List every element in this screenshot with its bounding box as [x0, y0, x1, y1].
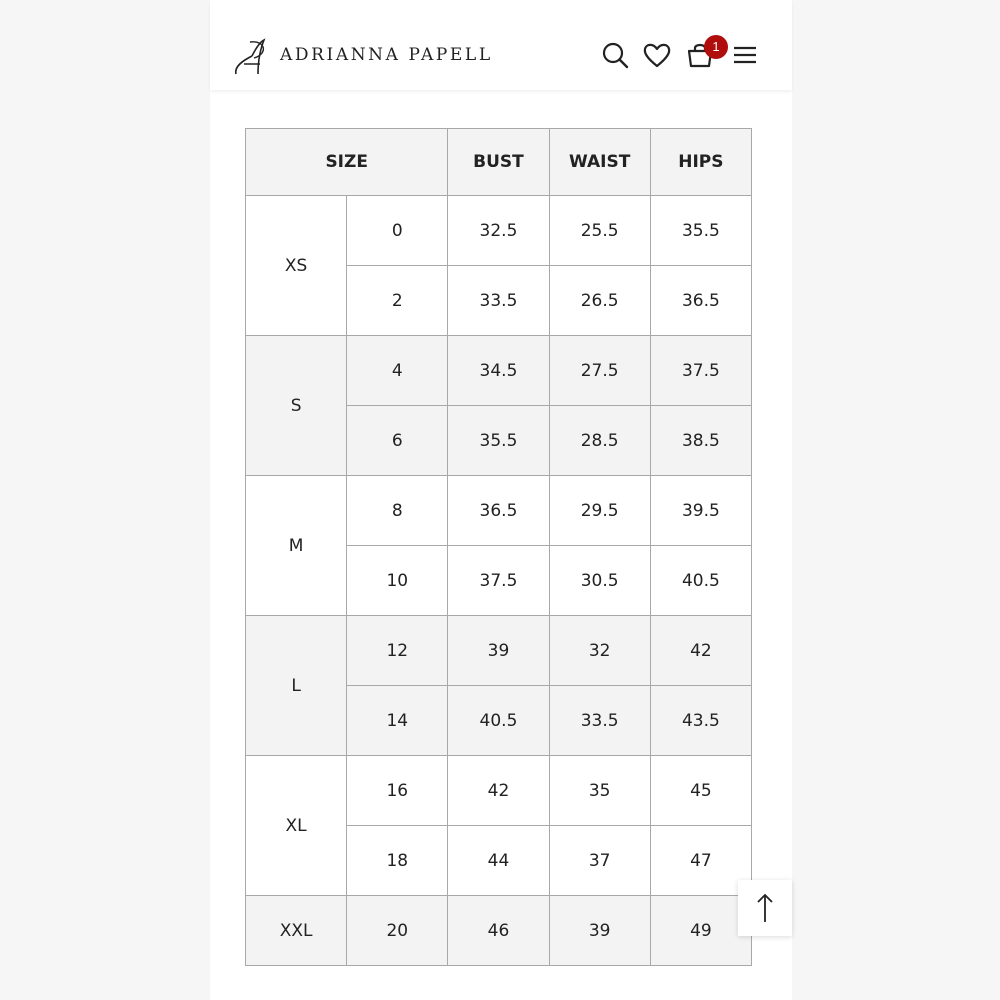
size-chart-table	[245, 128, 752, 966]
numeric-size-cell: 14	[347, 686, 448, 756]
waist-cell: 39	[549, 896, 650, 966]
waist-cell: 35	[549, 756, 650, 826]
numeric-size-cell: 0	[347, 196, 448, 266]
hips-header: HIPS	[650, 129, 751, 196]
numeric-size-cell: 6	[347, 406, 448, 476]
bust-cell: 36.5	[448, 476, 549, 546]
size-group-label: XXL	[246, 896, 347, 966]
bust-cell: 40.5	[448, 686, 549, 756]
size-group-label: L	[246, 616, 347, 756]
waist-cell: 33.5	[549, 686, 650, 756]
brand-logo[interactable]	[230, 36, 493, 80]
bust-cell: 44	[448, 826, 549, 896]
hips-cell: 39.5	[650, 476, 751, 546]
hips-cell: 49	[650, 896, 751, 966]
table-row	[246, 476, 752, 546]
menu-icon[interactable]	[730, 40, 760, 70]
hips-cell: 40.5	[650, 546, 751, 616]
waist-cell: 25.5	[549, 196, 650, 266]
bust-header: BUST	[448, 129, 549, 196]
arrow-up-icon	[754, 892, 776, 924]
bust-cell: 32.5	[448, 196, 549, 266]
hips-cell: 47	[650, 826, 751, 896]
waist-header: WAIST	[549, 129, 650, 196]
numeric-size-cell: 12	[347, 616, 448, 686]
numeric-size-cell: 2	[347, 266, 448, 336]
numeric-size-cell: 4	[347, 336, 448, 406]
hips-cell: 36.5	[650, 266, 751, 336]
numeric-size-cell: 10	[347, 546, 448, 616]
size-group-label: S	[246, 336, 347, 476]
waist-cell: 32	[549, 616, 650, 686]
waist-cell: 28.5	[549, 406, 650, 476]
waist-cell: 27.5	[549, 336, 650, 406]
bust-cell: 46	[448, 896, 549, 966]
table-row	[246, 616, 752, 686]
numeric-size-cell: 18	[347, 826, 448, 896]
hips-cell: 42	[650, 616, 751, 686]
table-header-row	[246, 129, 752, 196]
waist-cell: 37	[549, 826, 650, 896]
heart-icon[interactable]	[642, 40, 672, 70]
bust-cell: 39	[448, 616, 549, 686]
numeric-size-cell: 20	[347, 896, 448, 966]
waist-cell: 30.5	[549, 546, 650, 616]
bust-cell: 37.5	[448, 546, 549, 616]
bust-cell: 34.5	[448, 336, 549, 406]
search-icon[interactable]	[600, 40, 630, 70]
size-group-label: XS	[246, 196, 347, 336]
size-header: SIZE	[246, 129, 448, 196]
cart-count-badge: 1	[704, 35, 728, 59]
numeric-size-cell: 16	[347, 756, 448, 826]
site-header	[210, 0, 792, 90]
brand-name: ADRIANNA PAPELL	[280, 45, 493, 65]
brand-monogram-icon	[230, 36, 272, 80]
table-row	[246, 336, 752, 406]
hips-cell: 35.5	[650, 196, 751, 266]
hips-cell: 37.5	[650, 336, 751, 406]
scroll-to-top-button[interactable]	[738, 880, 792, 936]
bust-cell: 42	[448, 756, 549, 826]
size-group-label: XL	[246, 756, 347, 896]
size-group-label: M	[246, 476, 347, 616]
bust-cell: 35.5	[448, 406, 549, 476]
hips-cell: 43.5	[650, 686, 751, 756]
hips-cell: 38.5	[650, 406, 751, 476]
table-row	[246, 896, 752, 966]
waist-cell: 29.5	[549, 476, 650, 546]
table-row	[246, 756, 752, 826]
hips-cell: 45	[650, 756, 751, 826]
waist-cell: 26.5	[549, 266, 650, 336]
table-row	[246, 196, 752, 266]
numeric-size-cell: 8	[347, 476, 448, 546]
bust-cell: 33.5	[448, 266, 549, 336]
